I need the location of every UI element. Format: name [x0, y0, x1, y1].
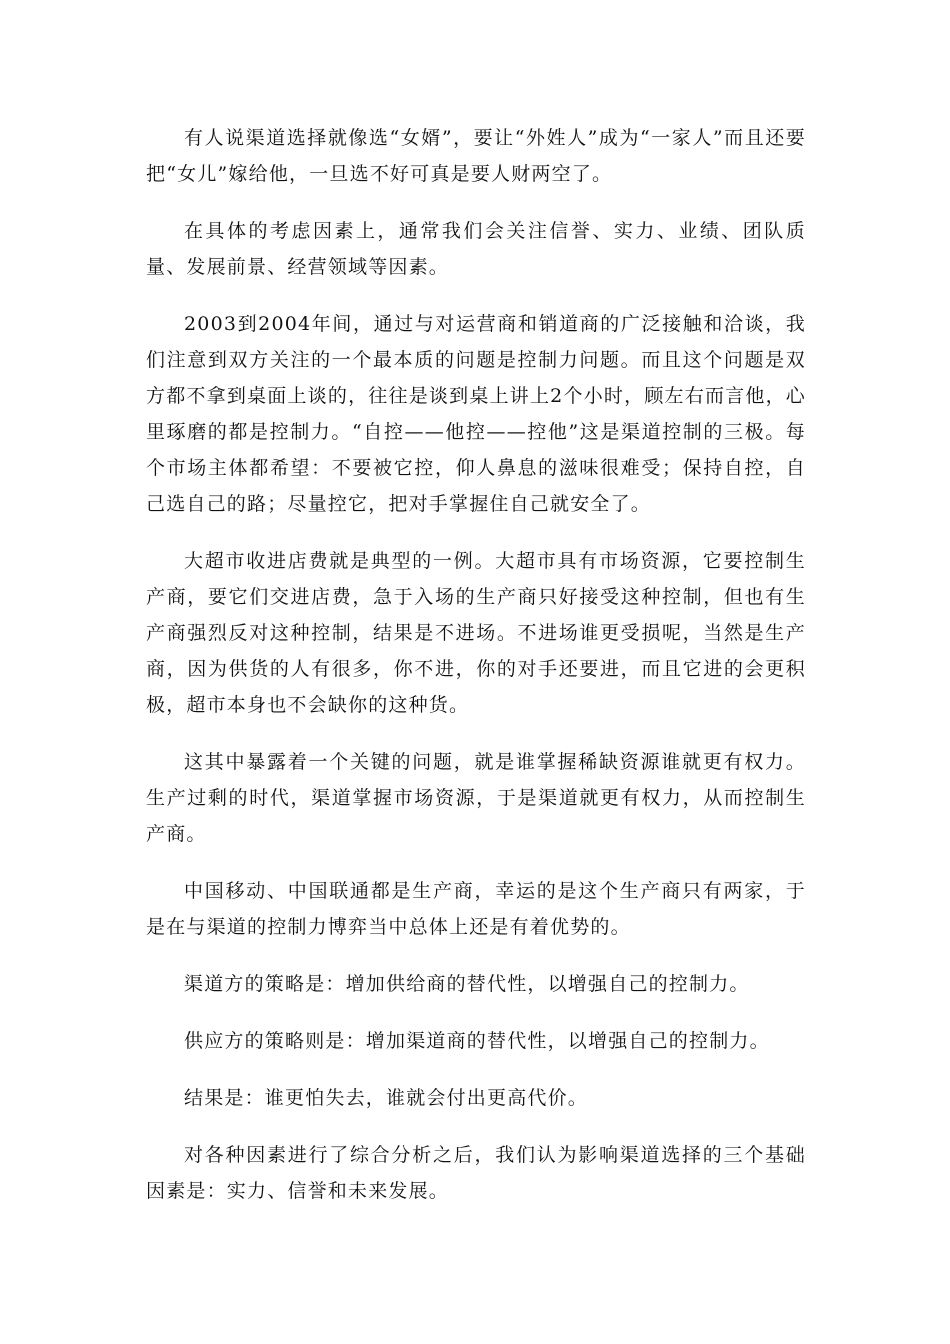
paragraph-9: 结果是：谁更怕失去，谁就会付出更高代价。 [184, 1087, 589, 1109]
paragraph-2: 在具体的考虑因素上，通常我们会关注信誉、实力、业绩、团队质量、发展前景、经营领域等因素。 [146, 220, 806, 278]
paragraph-8: 供应方的策略则是：增加渠道商的替代性，以增强自己的控制力。 [184, 1030, 770, 1052]
paragraph-7: 渠道方的策略是：增加供给商的替代性，以增强自己的控制力。 [184, 973, 750, 995]
paragraph-6: 中国移动、中国联通都是生产商，幸运的是这个生产商只有两家，于是在与渠道的控制力博弈当中总体上还是有着优势的。 [146, 880, 806, 938]
paragraph-5: 这其中暴露着一个关键的问题，就是谁掌握稀缺资源谁就更有权力。生产过剩的时代，渠道掌握市场资源，于是渠道就更有权力，从而控制生产商。 [146, 751, 806, 845]
paragraph-1: 有人说渠道选择就像选“女婿”，要让“外姓人”成为“一家人”而且还要把“女儿”嫁给他，一旦选不好可真是要人财两空了。 [146, 127, 806, 185]
paragraph-3: 2003到2004年间，通过与对运营商和销道商的广泛接触和洽谈，我们注意到双方关注的一个最本质的问题是控制力问题。而且这个问题是双方都不拿到桌面上谈的，往往是谈到桌上讲上2个小时，顾左右而言他，心里琢磨的都是控制力。“自控——他控——控他”这是渠道控制的三极。每个市场主体都希望：不要被它控，仰人鼻息的滋味很难受；保持自控，自己选自己的路；尽量控它，把对手掌握住自己就安全了。 [146, 313, 806, 515]
paragraph-4: 大超市收进店费就是典型的一例。大超市具有市场资源，它要控制生产商，要它们交进店费，急于入场的生产商只好接受这种控制，但也有生产商强烈反对这种控制，结果是不进场。不进场谁更受损呢，当然是生产商，因为供货的人有很多，你不进，你的对手还要进，而且它进的会更积极，超市本身也不会缺你的这种货。 [146, 550, 806, 716]
document-body [146, 120, 806, 1230]
paragraph-10: 对各种因素进行了综合分析之后，我们认为影响渠道选择的三个基础因素是：实力、信誉和未来发展。 [146, 1144, 806, 1202]
